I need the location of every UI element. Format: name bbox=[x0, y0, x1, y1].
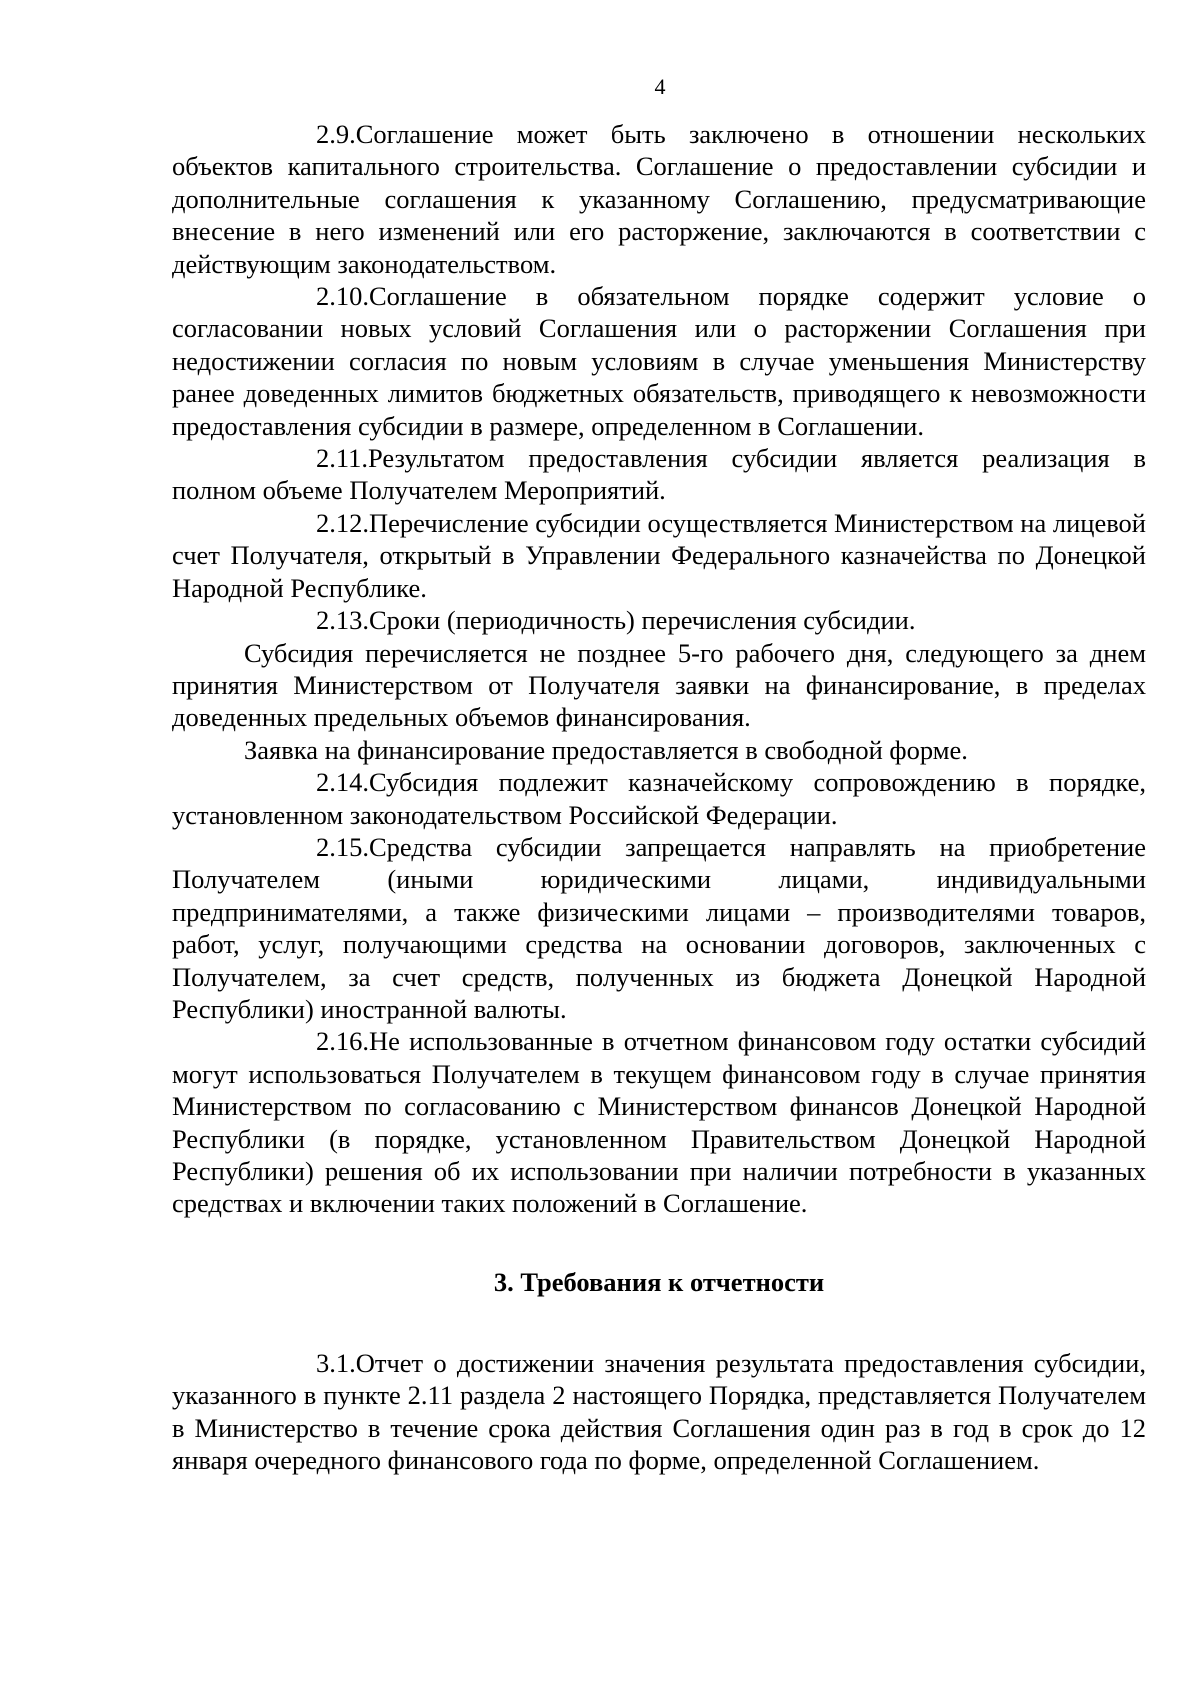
paragraph-text: Сроки (периодичность) перечисления субсидии. bbox=[369, 605, 916, 636]
paragraph bbox=[172, 442, 1146, 507]
paragraph-text: Заявка на финансирование предоставляется в свободной форме. bbox=[244, 734, 968, 765]
paragraph-text: Отчет о достижении значения результата предоставления субсидии, указанного в пункте 2.11 раздела 2 настоящего Порядка, представляется Получателем в Министерство в течение срока действия Соглашения один раз в год в срок до 12 января очередного финансового года по форме, определенной Соглашением. bbox=[172, 1347, 1146, 1476]
section-title: 3. Требования к отчетности bbox=[493, 1266, 825, 1297]
paragraph-text: Соглашение в обязательном порядке содержит условие о согласовании новых условий Соглашения или о расторжении Соглашения при недостижении согласия по новым условиям в случае уменьшения Министерству ранее доведенных лимитов бюджетных обязательств, приводящего к невозможности предоставления субсидии в размере, определенном в Соглашении. bbox=[172, 281, 1146, 441]
paragraph-number: 2.11. bbox=[316, 443, 369, 474]
paragraph-text: Перечисление субсидии осуществляется Министерством на лицевой счет Получателя, открытый в Управлении Федерального казначейства по Донецкой Народной Республике. bbox=[172, 507, 1146, 603]
paragraph-text: Субсидия подлежит казначейскому сопровождению в порядке, установленном законодательством Российской Федерации. bbox=[172, 767, 1146, 830]
paragraph bbox=[172, 831, 1146, 1025]
paragraph-text: Средства субсидии запрещается направлять на приобретение Получателем (иными юридическими лицами, индивидуальными предпринимателями, а также физическими лицами – производителями товаров, работ, услуг, получающими средства на основании договоров, заключенных с Получателем, за счет средств, полученных из бюджета Донецкой Народной Республики) иностранной валюты. bbox=[172, 831, 1146, 1024]
paragraph-text: Субсидия перечисляется не позднее 5-го рабочего дня, следующего за днем принятия Министерством от Получателя заявки на финансирование, в пределах доведенных предельных объемов финансирования. bbox=[172, 637, 1146, 733]
paragraph bbox=[172, 637, 1146, 734]
paragraph bbox=[172, 118, 1146, 280]
paragraph-number: 2.16. bbox=[316, 1026, 369, 1057]
paragraph-number: 2.13. bbox=[316, 605, 369, 636]
section-3-paragraphs bbox=[172, 1347, 1146, 1477]
paragraph-number: 2.9. bbox=[316, 119, 356, 149]
paragraph bbox=[172, 734, 1146, 766]
section-2-paragraphs bbox=[172, 118, 1146, 1220]
paragraph bbox=[172, 1025, 1146, 1219]
paragraph-text: Результатом предоставления субсидии является реализация в полном объеме Получателем Мероприятий. bbox=[172, 443, 1146, 506]
paragraph bbox=[172, 507, 1146, 604]
paragraph bbox=[172, 766, 1146, 831]
document-body bbox=[172, 118, 1146, 1476]
paragraph-number: 2.15. bbox=[316, 831, 369, 862]
paragraph-number: 2.10. bbox=[316, 281, 369, 312]
paragraph bbox=[172, 604, 1146, 636]
paragraph-text: Не использованные в отчетном финансовом году остатки субсидий могут использоваться Получателем в текущем финансовом году в случае принятия Министерством по согласованию с Министерством финансов Донецкой Народной Республики (в порядке, установленном Правительством Донецкой Народной Республики) решения об их использовании при наличии потребности в указанных средствах и включении таких положений в Соглашение. bbox=[172, 1026, 1146, 1219]
paragraph-number: 3.1. bbox=[316, 1347, 356, 1378]
paragraph bbox=[172, 1347, 1146, 1477]
paragraph-text: Соглашение может быть заключено в отношении нескольких объектов капитального строительства. Соглашение о предоставлении субсидии и дополнительные соглашения к указанному Соглашению, предусматривающие внесение в него изменений или его расторжение, заключаются в соответствии с действующим законодательством. bbox=[172, 119, 1146, 279]
paragraph-number: 2.12. bbox=[316, 507, 369, 538]
page-number: 4 bbox=[654, 74, 666, 99]
paragraph bbox=[172, 280, 1146, 442]
paragraph-number: 2.14. bbox=[316, 767, 369, 798]
